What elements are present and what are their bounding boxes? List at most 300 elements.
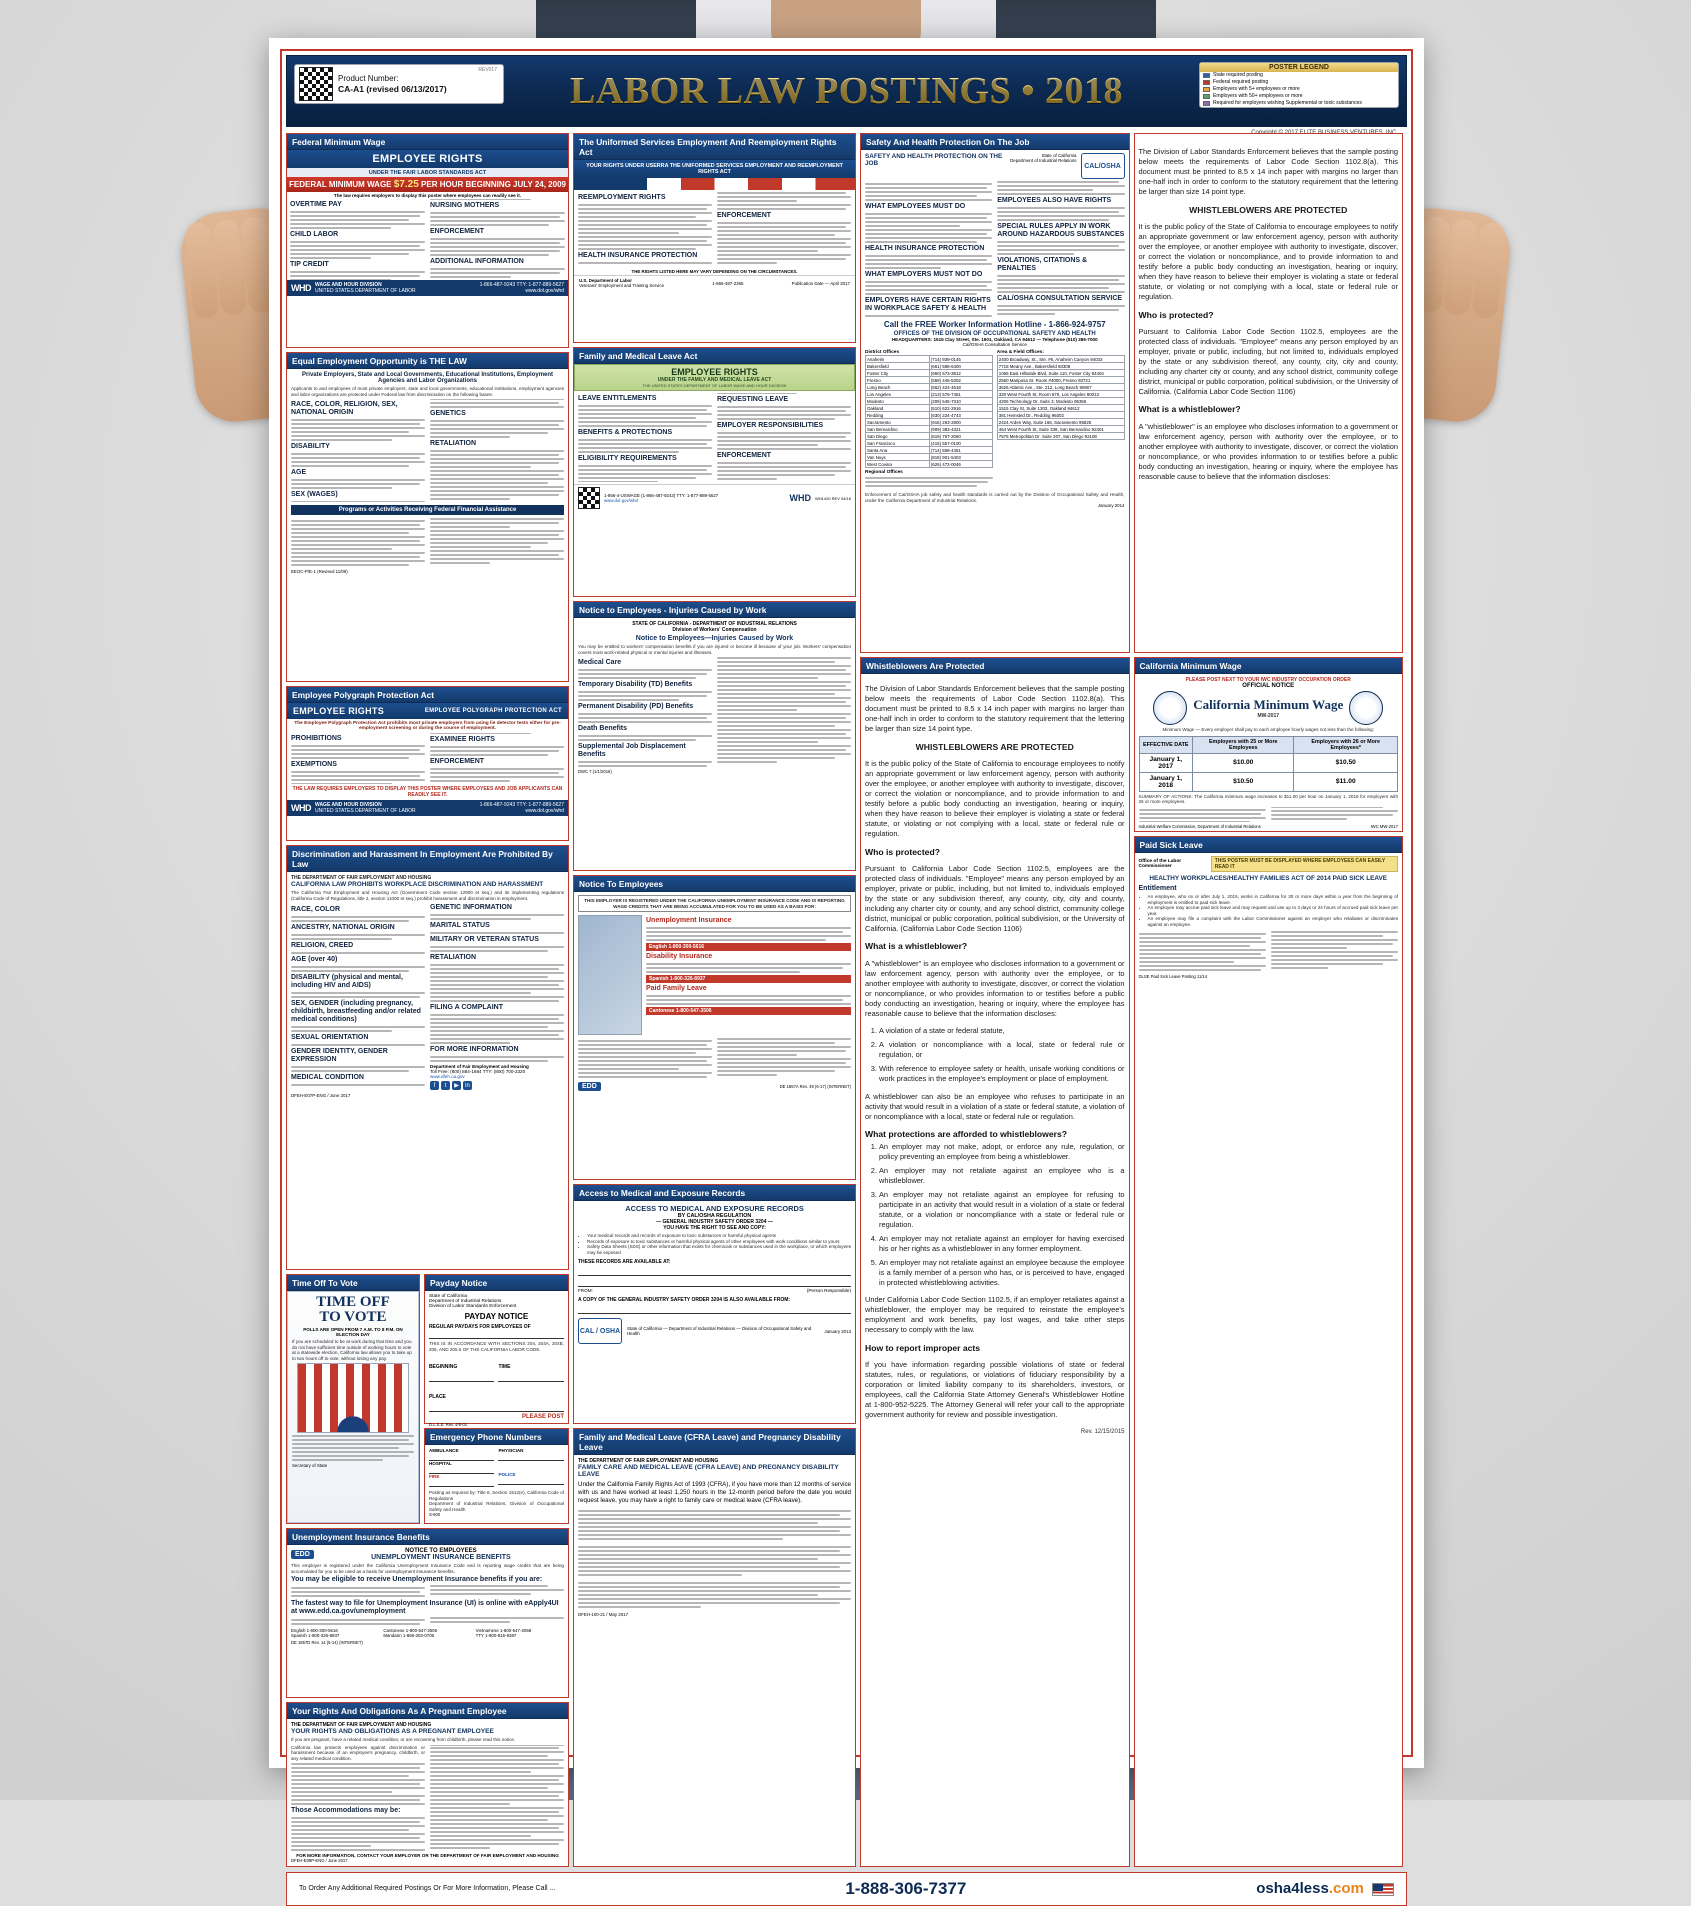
preg-title: YOUR RIGHTS AND OBLIGATIONS AS A PREGNANT EMPLOYEE	[291, 1728, 494, 1735]
eeo-form-number: EEOC-P/E-1 (Revised 11/09)	[291, 569, 348, 575]
cfra-intro: Under the California Family Rights Act of 1993 (CFRA), if you have more than 12 months of service with us and have worked at least 1,250 hours in the 12-month period before the date you would request leave, you may have a right to family care or medical leave (CFRA leave).	[578, 1481, 851, 1504]
mer-bullet: • Records of exposure to toxic substances or harmful physical agents of other employees with work conditions similar to yours	[587, 1239, 851, 1245]
mer-copy-label: A COPY OF THE GENERAL INDUSTRY SAFETY ORDER 3204 IS ALSO AVAILABLE FROM:	[578, 1297, 791, 1304]
sh-footer-note: Enforcement of Cal/OSHA job safety and health standards is carried out by the Division of Occupational Safety and Health, under the California Department of Industrial Relations.	[865, 492, 1125, 503]
panel-userra	[573, 133, 856, 343]
emergency-posted-by: Posting as required by: Title 8, Section 1512(e), California Code of Regulations	[428, 1490, 564, 1501]
table-row: Santa Ana (714) 558-4451	[866, 447, 993, 454]
sh-date: January 2014	[1097, 503, 1125, 509]
fmla-section: LEAVE ENTITLEMENTS	[578, 395, 657, 402]
table-row: Long Beach (562) 424-4618	[866, 384, 993, 391]
wb-a2b: A whistleblower can also be an employee who refuses to participate in an activity that would result in a violation of a state or federal statute, a violation of or noncompliance with a local, state or federal rule or regulation.	[865, 1091, 1125, 1121]
table-row: San Francisco (415) 557-0100	[866, 440, 993, 447]
table-row: January 1, 2018 $10.50 $11.00	[1139, 772, 1398, 791]
fmla-banner-sub2: THE UNITED STATES DEPARTMENT OF LABOR WAGE AND HOUR DIVISION	[642, 383, 787, 388]
panel-header: Access to Medical and Exposure Records	[574, 1185, 855, 1201]
payday-beginning-field[interactable]	[429, 1373, 495, 1382]
sh-hotline: Call the FREE Worker Information Hotline - 1-866-924-9757	[883, 320, 1106, 329]
wb-q2-copy: What is a whistleblower?	[1138, 404, 1241, 415]
payday-time-field[interactable]	[498, 1373, 564, 1382]
cal-osha-logo: CAL/OSHA	[1081, 153, 1125, 179]
preg-more-info: FOR MORE INFORMATION, CONTACT YOUR EMPLOYER OR THE DEPARTMENT OF FAIR EMPLOYMENT AND HOUSING	[296, 1852, 559, 1858]
sh-section: WHAT EMPLOYEES MUST DO	[865, 203, 966, 210]
payday-field-label: REGULAR PAYDAYS FOR EMPLOYEES OF	[428, 1324, 531, 1330]
table-row: 1515 Clay St, Suite 1303, Oakland 94612	[997, 405, 1124, 412]
wb-a2-copy: A "whistleblower" is an employee who discloses information to a government or law enforcement agency, person with authority over the employee, or to another employee with authority to investigate, discover, or correct the violation or noncompliance, or who provides information to or testifies before a public body conducting an investigation, hearing or inquiry, where the employee has reasonable cause to believe that the information discloses:	[1138, 421, 1398, 481]
table-header-row	[1139, 736, 1398, 753]
panel-header: Safety And Health Protection On The Job	[861, 134, 1129, 150]
emergency-ambulance-field[interactable]	[429, 1453, 495, 1461]
dfeh-protected-class: ANCESTRY, NATIONAL ORIGIN	[291, 924, 395, 932]
eeo-basis: RETALIATION	[430, 440, 477, 448]
panel-payday-notice: Payday Notice State of California Department of Industrial Relations Division of Labor Standards Enforcement PAYDAY NOTICE REGULAR PAYDAYS FOR EMPLOYEES OF THIS IS IN ACCORDANCE WITH SECTIONS 204, 204A, 204B, 205, AND 205.5 OF THE CALIFORNIA LABOR CODE. BEGINNING TIME PLACE PLEASE POST D.L.S.E. Rev. 4/6-02	[424, 1274, 569, 1424]
wb-q2: What is a whistleblower?	[865, 941, 968, 952]
fmla-phones: 1-866-4-USWAGE (1-866-487-9243) TTY: 1-877-889-5627	[604, 493, 719, 498]
mer-where-field-2[interactable]	[578, 1276, 851, 1287]
eeo-subheader: Programs or Activities Receiving Federal Financial Assistance	[291, 505, 564, 515]
vote-body: If you are scheduled to be at work during that time and you do not have sufficient time outside of working hours to vote at a statewide election, California law allows you to take up to two hours off to vote, without losing any pay.	[292, 1339, 412, 1361]
userra-phone: 1-866-487-2365	[712, 280, 744, 286]
fmw-section-heading: ADDITIONAL INFORMATION	[430, 258, 524, 265]
wb-title: WHISTLEBLOWERS ARE PROTECTED	[915, 741, 1074, 752]
product-number-label: Product Number:	[338, 73, 399, 83]
ui-intro: This employer is registered under the California Unemployment Insurance Code and is reporting wage credits that are being accumulated for you to be used as a basis for unemployment insurance benefits.	[291, 1563, 564, 1574]
camw-form: IWC MW-2017	[1370, 823, 1398, 829]
emergency-label: POLICE	[498, 1472, 516, 1477]
panel-header: California Minimum Wage	[1135, 658, 1403, 674]
psl-bullet: • An employee, who on or after July 1, 2015, works in California for 30 or more days within a year from the beginning of employment is entitled to paid sick leave.	[1148, 894, 1399, 905]
camw-footnote: SUMMARY OF ACTIONS: The California minimum wage increases to $11.00 per hour on January 1, 2018 for employers with 26 or more employees.	[1138, 793, 1398, 805]
fmla-banner-title: EMPLOYEE RIGHTS	[671, 367, 758, 377]
revision-tag: REV017	[478, 67, 497, 73]
dfeh-title: CALIFORNIA LAW PROHIBITS WORKPLACE DISCRIMINATION AND HARASSMENT	[291, 881, 544, 888]
eppa-phones: 1-866-487-9243 TTY: 1-877-889-5627	[479, 802, 564, 808]
camw-table	[1139, 736, 1399, 792]
list-item: 4. An employer may not retaliate against an employer for having exercised his or her rights as a whistleblower in any former employment.	[879, 1234, 1125, 1254]
dfeh-dept: THE DEPARTMENT OF FAIR EMPLOYMENT AND HOUSING	[291, 875, 432, 881]
injuries-intro: You may be entitled to workers' compensation benefits if you are injured or become ill because of your job. Workers' compensation covers most work-related physical or mental injuries and illnesses.	[578, 644, 851, 655]
ui-phone: English 1-800-300-5616	[291, 1628, 338, 1634]
ui-form: DE 1857D Rev. 14 (5-14) (INTERNET)	[291, 1640, 363, 1646]
fmla-url[interactable]: www.dol.gov/whd	[604, 498, 638, 503]
table-row: Oakland (510) 622-2916	[866, 405, 993, 412]
payday-instruction: PLEASE POST	[521, 1414, 564, 1421]
whd-logo: WHD	[789, 493, 811, 503]
userra-section: REEMPLOYMENT RIGHTS	[578, 194, 666, 201]
panel-polygraph	[286, 686, 569, 841]
psl-form: DLSE Paid Sick Leave Posting 11/14	[1138, 973, 1208, 979]
flag-strip	[574, 178, 855, 190]
panel-header: Your Rights And Obligations As A Pregnant Employee	[287, 1703, 568, 1719]
eppa-posting-requirement: THE LAW REQUIRES EMPLOYERS TO DISPLAY THIS POSTER WHERE EMPLOYEES AND JOB APPLICANTS CAN READILY SEE IT.	[292, 786, 563, 798]
panel-medical-exposure-records	[573, 1184, 856, 1424]
injuries-benefit: Temporary Disability (TD) Benefits	[578, 681, 693, 689]
panel-time-off-to-vote	[286, 1274, 420, 1524]
youtube-icon: ▶	[452, 1081, 461, 1090]
column-header: EFFECTIVE DATE	[1139, 736, 1193, 753]
panel-fmla	[573, 347, 856, 597]
fmw-banner-sub: UNDER THE FAIR LABOR STANDARDS ACT	[287, 168, 568, 177]
footer-website[interactable]	[1256, 1880, 1394, 1897]
nte-form: DE 1857A Rev. 49 (6-17) (INTERNET)	[779, 1084, 851, 1090]
table-row: Foster City (650) 573-3812	[866, 370, 993, 377]
camw-agency: Industrial Welfare Commission, Department of Industrial Relations	[1138, 823, 1261, 829]
wb-q4: How to report improper acts	[865, 1342, 981, 1353]
panel-header: Equal Employment Opportunity is THE LAW	[287, 353, 568, 369]
table-row: 1065 East Hillsdale Blvd, Suite 110, Foster City 94404	[997, 370, 1124, 377]
sh-dept: Department of Industrial Relations	[1010, 158, 1077, 163]
poster-footer	[286, 1872, 1407, 1906]
fmw-agency-sub: UNITED STATES DEPARTMENT OF LABOR	[315, 288, 416, 294]
sh-section: WHAT EMPLOYERS MUST NOT DO	[865, 271, 983, 278]
footer-site-name: osha4less	[1256, 1880, 1329, 1898]
dfeh-agency: Department of Fair Employment and Housing	[430, 1064, 529, 1070]
sh-district-table	[865, 355, 993, 468]
cal-osha-logo: CAL / OSHA	[578, 1318, 622, 1344]
sh-col-header: Area & Field Offices:	[996, 350, 1044, 355]
panel-pregnant-employee	[286, 1702, 569, 1867]
sh-area-table	[997, 355, 1125, 440]
userra-agency-1: U.S. Department of Labor	[579, 278, 632, 283]
payday-employer-field[interactable]	[429, 1330, 564, 1339]
emergency-label: HOSPITAL	[428, 1461, 452, 1466]
footer-order-note: To Order Any Additional Required Postings Or For More Information, Please Call ...	[299, 1885, 556, 1893]
nte-program: Paid Family Leave	[646, 985, 707, 993]
emergency-form: S-500	[428, 1512, 441, 1518]
social-icons[interactable]	[430, 1081, 564, 1090]
vote-form: Secretary of State	[292, 1463, 328, 1469]
panel-emergency-phone-numbers	[424, 1428, 569, 1524]
fmw-url[interactable]: www.dol.gov/whd	[525, 288, 564, 294]
wb-a1-copy: Pursuant to California Labor Code Section 1102.5, employees are the protected class of individuals. "Employee" means any person employed by an employer, private or public, including, but not limited to, individuals employed by the state or any subdivision thereof, any county, city, city and county, including any charter city or county, and any school district, community college district, municipal or public corporation, political subdivision, or the University of California. (California Labor Code Section 1106)	[1138, 326, 1398, 396]
vote-title-2: TO VOTE	[319, 1309, 387, 1325]
sh-section: CAL/OSHA CONSULTATION SERVICE	[997, 295, 1123, 302]
psl-entitlement-heading: Entitlement	[1138, 885, 1177, 892]
whd-logo: WHD	[291, 803, 311, 813]
payday-title: PAYDAY NOTICE	[464, 1312, 529, 1321]
emergency-physician-field[interactable]	[498, 1453, 564, 1461]
userra-section: HEALTH INSURANCE PROTECTION	[578, 252, 698, 259]
mer-bullet: • Safety Data Sheets (SDS) or other information that exists for chemicals or substances used in the workplace, or which employees may be exposed	[587, 1244, 851, 1255]
mer-date: January 2013	[824, 1328, 851, 1334]
dfeh-protected-class: DISABILITY (physical and mental, including HIV and AIDS)	[291, 974, 403, 990]
table-row: Modesto (209) 545-7310	[866, 398, 993, 405]
userra-note: THE RIGHTS LISTED HERE MAY VARY DEPENDING ON THE CIRCUMSTANCES.	[631, 269, 798, 274]
list-item: 2. An employer may not retaliate against an employee who is a whistleblower.	[879, 1166, 1125, 1186]
psl-title: HEALTHY WORKPLACES/HEALTHY FAMILIES ACT OF 2014 PAID SICK LEAVE	[1149, 875, 1388, 882]
footer-phone[interactable]: 1-888-306-7377	[845, 1878, 967, 1898]
dfeh-protected-class: RELIGION, CREED	[291, 942, 354, 950]
wb-list-a	[879, 1026, 1125, 1084]
list-item: 3. An employer may not retaliate against an employee for refusing to participate in an activity that would result in a violation of a state or federal statute, or a violation or noncompliance with a state or federal rule or regulation.	[879, 1190, 1125, 1230]
labor-law-poster	[269, 38, 1424, 1898]
dfeh-protected-class: RACE, COLOR	[291, 906, 340, 914]
dfeh-subsection: RETALIATION	[430, 954, 477, 962]
injuries-benefit: Supplemental Job Displacement Benefits	[578, 743, 686, 759]
eppa-agency-strip	[287, 800, 568, 816]
emergency-agency: Department of Industrial Relations, Division of Occupational Safety and Health	[428, 1501, 564, 1512]
wb-q3: What protections are afforded to whistleblowers?	[865, 1128, 1067, 1139]
legend-row: Employers with 50+ employees or more	[1200, 93, 1398, 100]
wb-revision: Rev. 12/15/2015	[1080, 1429, 1125, 1436]
panel-header: Emergency Phone Numbers	[425, 1429, 568, 1445]
ui-title: UNEMPLOYMENT INSURANCE BENEFITS	[371, 1554, 511, 1561]
camw-post-note: PLEASE POST NEXT TO YOUR IWC INDUSTRY OCCUPATION ORDER	[1185, 677, 1351, 683]
nte-program: Unemployment Insurance	[646, 917, 732, 925]
mer-sub2: — GENERAL INDUSTRY SAFETY ORDER 3204 —	[656, 1219, 773, 1225]
whd-logo: WHD	[291, 283, 311, 293]
panel-safety-health	[860, 133, 1130, 653]
ui-notice: NOTICE TO EMPLOYEES	[405, 1548, 477, 1554]
vote-title-1: TIME OFF	[316, 1294, 390, 1310]
mer-where-field[interactable]	[578, 1265, 851, 1276]
cfra-title: FAMILY CARE AND MEDICAL LEAVE (CFRA LEAVE) AND PREGNANCY DISABILITY LEAVE	[578, 1464, 839, 1478]
psl-banner: THIS POSTER MUST BE DISPLAYED WHERE EMPLOYEES CAN EASILY READ IT	[1211, 856, 1398, 872]
fmw-agency: WAGE AND HOUR DIVISION	[315, 282, 382, 288]
list-item: 3. With reference to employee safety or health, unsafe working conditions or work practices in the employee's employment or place of employment.	[879, 1064, 1125, 1084]
fmw-agency-strip	[287, 280, 568, 296]
camw-official: OFFICIAL NOTICE	[1242, 683, 1295, 689]
panel-federal-minimum-wage	[286, 133, 569, 348]
table-row: Fresno (559) 445-5302	[866, 377, 993, 384]
table-row: 464 West Fourth St, Suite 339, San Bernardino 92401	[997, 426, 1124, 433]
legend-row: Required for employers wishing Supplemental or toxic substances	[1200, 100, 1398, 107]
table-row: Sacramento (916) 263-2800	[866, 419, 993, 426]
psl-bullet: • An employee may accrue paid sick leave and may request and use up to 3 days or 24 hours of accrued paid sick leave per year.	[1148, 905, 1399, 916]
camw-title: California Minimum Wage	[1193, 697, 1344, 712]
ui-section: The fastest way to file for Unemployment Insurance (UI) is online with eApply4UI at www.edd.ca.gov/unemployment	[291, 1600, 559, 1616]
list-item: 2. A violation or noncompliance with a local, state or federal rule or regulation, or	[879, 1040, 1125, 1060]
userra-title: YOUR RIGHTS UNDER USERRA THE UNIFORMED SERVICES EMPLOYMENT AND REEMPLOYMENT RIGHTS ACT	[574, 160, 855, 178]
preg-heading: California law protects employees against discrimination or harassment because of an employee's pregnancy, childbirth, or any related medical condition.	[291, 1744, 425, 1761]
twitter-icon: t	[441, 1081, 450, 1090]
injuries-title: Notice to Employees—Injuries Caused by Work	[635, 635, 794, 642]
table-row: Van Nuys (818) 901-5403	[866, 454, 993, 461]
ui-section: You may be eligible to receive Unemployment Insurance benefits if you are:	[291, 1576, 543, 1584]
table-row: 4206 Technology Dr. Suite 3, Modesto 95356	[997, 398, 1124, 405]
wb-a3: Under California Labor Code Section 1102.5, if an employer retaliates against a whistleblower, the employer may be required to reinstate the employee's employment and work benefits, pay lost wages, and take other steps necessary to comply with the law.	[865, 1295, 1125, 1335]
fmla-section: ELIGIBILITY REQUIREMENTS	[578, 455, 677, 462]
qr-code-icon	[578, 487, 600, 509]
table-row: 2550 Mariposa St. Room #4000, Fresno 93721	[997, 377, 1124, 384]
eppa-section-heading: EXEMPTIONS	[291, 761, 337, 768]
userra-agency-2: Veterans' Employment and Training Service	[579, 283, 665, 288]
sh-col-header: Regional Offices	[865, 470, 903, 475]
poster-masthead	[286, 55, 1407, 127]
dfeh-protected-class: GENETIC INFORMATION	[430, 904, 512, 912]
nte-phone-strip: Cantonese 1-800-547-3506	[646, 1007, 851, 1015]
mer-sub3: YOU HAVE THE RIGHT TO SEE AND COPY:	[663, 1225, 766, 1231]
state-seal-icon	[1153, 691, 1187, 725]
sh-col-header: District Offices	[865, 350, 900, 355]
cfra-form: DFEH-100-21 / May 2017	[578, 1612, 629, 1617]
panel-eeo	[286, 352, 569, 682]
sh-hq2: Cal/OSHA Consultation Service	[962, 342, 1027, 347]
emergency-label: AMBULANCE	[428, 1448, 459, 1453]
table-row: 320 West Fourth St, Room 670, Los Angeles 90013	[997, 391, 1124, 398]
eeo-intro: Applicants to and employees of most private employers, state and local governments, educational institutions, employment agencies and labor organizations are protected under Federal law from discrimination on the following bases:	[291, 386, 564, 397]
dfeh-phone: Toll Free: (800) 884-1684 TTY: (800) 700-2320	[430, 1069, 526, 1075]
panel-header: Family and Medical Leave (CFRA Leave) and Pregnancy Disability Leave	[574, 1429, 855, 1455]
fmw-banner: EMPLOYEE RIGHTS	[287, 150, 568, 168]
cfra-dept: THE DEPARTMENT OF FAIR EMPLOYMENT AND HOUSING	[578, 1458, 719, 1464]
wb-a1: Pursuant to California Labor Code Section 1102.5, employees are the protected class of individuals. "Employee" means any person employed by an employer, private or public, including, but not limited to, individuals employed by the state or any subdivision thereof, any county, city, city and county, including any charter city or county, and any school district, community college district, municipal or public corporation, political subdivision, or the University of California. (California Labor Code Section 1106)	[865, 863, 1125, 933]
fmw-section-heading: CHILD LABOR	[290, 231, 339, 238]
preg-heading: Those Accommodations may be:	[291, 1807, 401, 1815]
nte-phone-strip: Spanish 1-800-326-8937	[646, 975, 851, 983]
sh-offices-title: OFFICES OF THE DIVISION OF OCCUPATIONAL SAFETY AND HEALTH	[893, 331, 1096, 337]
dfeh-protected-class: MARITAL STATUS	[430, 922, 490, 930]
fmla-section: BENEFITS & PROTECTIONS	[578, 429, 673, 436]
injuries-form: DWC 7 (1/1/2016)	[578, 769, 612, 775]
emergency-label: FIRE	[428, 1474, 440, 1479]
panel-header: Federal Minimum Wage	[287, 134, 568, 150]
eppa-banner-right: EMPLOYEE POLYGRAPH PROTECTION ACT	[424, 708, 562, 714]
payday-div: Division of Labor Standards Enforcement	[428, 1304, 517, 1309]
panel-header: Whistleblowers Are Protected	[861, 658, 1129, 674]
panel-header: Notice to Employees - Injuries Caused by Work	[574, 602, 855, 618]
column-header: Employers with 25 or More Employees	[1193, 736, 1294, 753]
dfeh-protected-class: SEXUAL ORIENTATION	[291, 1034, 369, 1042]
eeo-basis: DISABILITY	[291, 443, 330, 451]
eppa-section-heading: EXAMINEE RIGHTS	[430, 736, 495, 743]
nte-banner: THIS EMPLOYER IS REGISTERED UNDER THE CALIFORNIA UNEMPLOYMENT INSURANCE CODE AND IS REPORTING WAGE CREDITS THAT ARE BEING ACCUMULATED FOR YOU TO BE USED AS A BASIS FOR:	[578, 895, 851, 912]
ui-phone: TTY 1-800-815-9387	[475, 1633, 517, 1639]
payday-place-field[interactable]	[429, 1403, 564, 1412]
list-item: 1. An employer may not make, adopt, or enforce any rule, regulation, or policy preventing an employee from being a whistleblower.	[879, 1142, 1125, 1162]
panel-discrimination	[286, 845, 569, 1270]
wb-list-b	[879, 1142, 1125, 1288]
mer-copy-field[interactable]	[578, 1303, 851, 1314]
mer-where-label: THESE RECORDS ARE AVAILABLE AT:	[578, 1259, 671, 1266]
eeo-basis: RACE, COLOR, RELIGION, SEX, NATIONAL ORIGIN	[291, 401, 398, 417]
wb-p1: It is the public policy of the State of California to encourage employees to notify an appropriate government or law enforcement agency, person with authority over the employee, or another employee with authority to investigate, discover, or correct the violation or noncompliance, and to provide information to and testify before a public body conducting an investigation, hearing or inquiry, when they have reason to believe their employer is violating a state or federal statute, or violating or not complying with a local, state or federal rule or regulation.	[865, 759, 1125, 839]
table-row: West Covina (626) 472-0046	[866, 461, 993, 468]
usa-flag-icon	[1372, 1883, 1394, 1896]
nte-program: Disability Insurance	[646, 953, 713, 961]
camw-code: MW-2017	[1257, 713, 1280, 719]
userra-section: ENFORCEMENT	[717, 212, 772, 219]
wb-q1-copy: Who is protected?	[1138, 309, 1214, 320]
emergency-label: PHYSICIAN	[498, 1448, 524, 1453]
preg-intro: If you are pregnant, have a related medical condition, or are recovering from childbirth, please read this notice.	[291, 1737, 516, 1742]
panel-header: Unemployment Insurance Benefits	[287, 1529, 568, 1545]
panel-injuries-caused-by-work	[573, 601, 856, 871]
panel-unemployment-benefits	[286, 1528, 569, 1698]
mer-bullet: • Your medical records and records of exposure to toxic substances or harmful physical agents	[587, 1233, 851, 1239]
payday-dept: Department of Industrial Relations	[428, 1299, 502, 1304]
panel-header: The Uniformed Services Employment And Reemployment Rights Act	[574, 134, 855, 160]
dfeh-protected-class: MILITARY OR VETERAN STATUS	[430, 936, 539, 944]
panel-whistleblowers	[860, 657, 1130, 1867]
dfeh-form-number: DFEH-E07P-ENG / June 2017	[291, 1093, 351, 1099]
table-row: Bakersfield (661) 588-6400	[866, 363, 993, 370]
dfeh-protected-class: GENDER IDENTITY, GENDER EXPRESSION	[291, 1048, 388, 1064]
fmw-section-heading: OVERTIME PAY	[290, 201, 342, 208]
legend-title: POSTER LEGEND	[1200, 63, 1398, 72]
eppa-section-heading: ENFORCEMENT	[430, 758, 485, 765]
emergency-police-field[interactable]	[498, 1477, 564, 1485]
mer-sub: BY CAL/OSHA REGULATION	[677, 1213, 752, 1219]
table-row: Redding (530) 224-4743	[866, 412, 993, 419]
fmw-section-heading: TIP CREDIT	[290, 261, 329, 268]
injuries-benefit: Death Benefits	[578, 725, 628, 733]
eppa-section-heading: PROHIBITIONS	[291, 735, 342, 742]
ui-phone: Mandarin 1-866-303-0706	[383, 1633, 435, 1639]
payday-field-label: BEGINNING	[428, 1364, 458, 1371]
psl-bullet: • An employee may file a complaint with the Labor Commissioner against an employer who retaliates or discriminates against an employee.	[1148, 916, 1399, 927]
legend-row: Employers with 5+ employees or more	[1200, 86, 1398, 93]
fmw-phones: 1-866-487-9243 TTY: 1-877-889-5627	[479, 282, 564, 288]
emergency-fire-field[interactable]	[429, 1479, 495, 1487]
preg-form: DFEH-E09P-ENG / June 2017	[291, 1857, 348, 1863]
injuries-div: Division of Workers' Compensation	[672, 627, 757, 633]
eppa-agency: WAGE AND HOUR DIVISION	[315, 802, 382, 808]
list-item: 5. An employer may not retaliate against an employee because the employee is a family member of a person who has, or is perceived to have, engaged in protected whistleblowing activities.	[879, 1258, 1125, 1288]
fmw-wage-banner: FEDERAL MINIMUM WAGE $7.25 PER HOUR BEGINNING JULY 24, 2009	[287, 177, 568, 192]
edd-logo: EDD	[291, 1550, 314, 1559]
eeo-basis: GENETICS	[430, 410, 466, 418]
dfeh-website[interactable]: www.dfeh.ca.gov	[430, 1074, 465, 1080]
ui-phone: Spanish 1-800-326-8937	[291, 1633, 340, 1639]
table-row: Los Angeles (213) 576-7451	[866, 391, 993, 398]
table-row: 2400 Broadway, St., Ste. #6, Anaheim Canyon 94033	[997, 356, 1124, 363]
table-row: 7575 Metropolitan Dr. Suite 207, San Diego 92108	[997, 433, 1124, 440]
payday-state: State of California	[428, 1294, 468, 1299]
payday-field-label: TIME	[498, 1364, 511, 1371]
table-row: 381 Hemsted Dr., Redding 96002	[997, 412, 1124, 419]
facebook-icon: f	[430, 1081, 439, 1090]
fmw-section-heading: ENFORCEMENT	[430, 228, 485, 235]
edd-logo: EDD	[578, 1082, 601, 1091]
mer-person-label: (Person Responsible)	[806, 1288, 851, 1294]
wb-p1-copy: It is the public policy of the State of California to encourage employees to notify an appropriate government or law enforcement agency, person with authority over the employee, or another employee with authority to investigate, discover, or correct the violation or noncompliance, and to provide information to and testify before a public body conducting an investigation, hearing or inquiry, when they have reason to believe their employer is violating a state or federal statute, or violating or not complying with a local, state or federal rule or regulation.	[1138, 222, 1398, 302]
ui-phone: Cantonese 1-800-547-3506	[383, 1628, 438, 1634]
eppa-url[interactable]: www.dol.gov/whd	[525, 808, 564, 814]
sh-section: HEALTH INSURANCE PROTECTION	[865, 245, 985, 252]
userra-form: Publication Date — April 2017	[791, 280, 850, 286]
footer-site-suffix: .com	[1328, 1880, 1364, 1898]
wb-intro-copy: The Division of Labor Standards Enforcement believes that the sample posting below meets the requirements of Labor Code Section 1102.8(a). This document must be printed to 8.5 x 14 inch paper with margins no larger than one-half inch in order to conform to the statutory requirement that the lettering be larger than size 14 point type.	[1138, 147, 1398, 197]
panel-header: Paid Sick Leave	[1135, 837, 1403, 853]
preg-dept: THE DEPARTMENT OF FAIR EMPLOYMENT AND HOUSING	[291, 1722, 432, 1728]
eppa-sub: The Employee Polygraph Protection Act prohibits most private employers from using lie detector tests either for pre-employment screening or during the course of employment.	[294, 721, 561, 731]
injuries-benefit: Permanent Disability (PD) Benefits	[578, 703, 694, 711]
list-item: 1. A violation of a state or federal statute,	[879, 1026, 1125, 1036]
product-number-box	[294, 64, 504, 104]
poster-legend	[1199, 62, 1399, 108]
payday-field-label: PLACE	[428, 1394, 446, 1401]
sh-section: EMPLOYEES ALSO HAVE RIGHTS	[997, 197, 1112, 204]
wb-a2: A "whistleblower" is an employee who discloses information to a government or law enforcement agency, person with authority over the employee, or to another employee with authority to investigate, discover, or correct the violation or noncompliance, or who provides information to or testifies before a public body conducting an investigation, hearing or inquiry, where the employee has reasonable cause to believe that the information discloses:	[865, 958, 1125, 1018]
panel-header: Discrimination and Harassment In Employment Are Prohibited By Law	[287, 846, 568, 872]
sh-section: VIOLATIONS, CITATIONS & PENALTIES	[997, 257, 1088, 272]
emergency-hospital-field[interactable]	[429, 1466, 495, 1474]
eeo-basis: AGE	[291, 469, 307, 477]
mer-from-label: FROM:	[578, 1288, 593, 1294]
legend-row: State required posting	[1200, 72, 1398, 79]
fmla-section: ENFORCEMENT	[717, 452, 772, 459]
fmw-display-note: The law requires employers to display this poster where employees can readily see it.	[333, 193, 522, 198]
wb-intro: The Division of Labor Standards Enforcement believes that the sample posting below meets the requirements of Labor Code Section 1102.8(a). This document must be printed to 8.5 x 14 inch paper with margins no larger than one-half inch in order to conform to the statutory requirement that the lettering be larger than size 14 point type.	[865, 684, 1125, 734]
flag-graphic	[297, 1363, 409, 1433]
sh-title: SAFETY AND HEALTH PROTECTION ON THE JOB	[865, 153, 1003, 167]
eeo-basis: SEX (WAGES)	[291, 491, 338, 499]
dfeh-protected-class: MEDICAL CONDITION	[291, 1074, 364, 1082]
poster-title: LABOR LAW POSTINGS • 2018	[570, 70, 1123, 112]
panel-paid-sick-leave	[1134, 836, 1404, 1867]
product-number-value: CA-A1 (revised 06/13/2017)	[338, 83, 447, 94]
